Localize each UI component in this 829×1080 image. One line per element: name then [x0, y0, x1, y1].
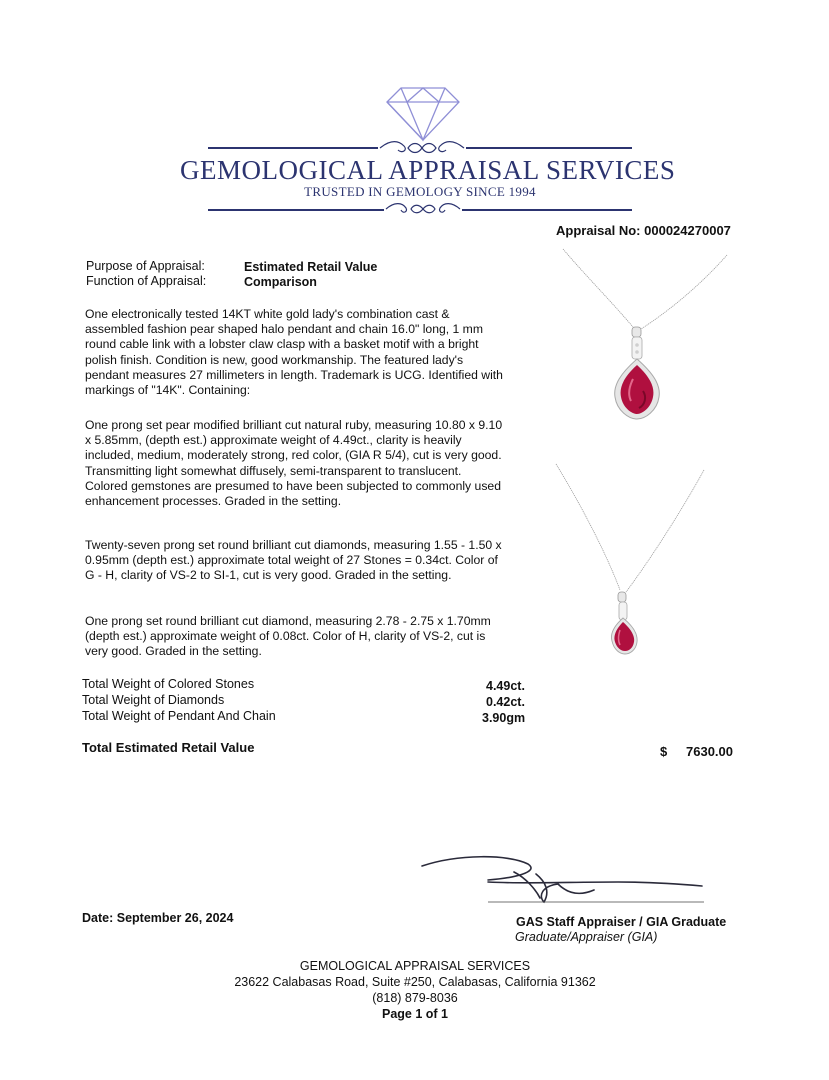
header-rule [208, 209, 384, 211]
appraiser-title: GAS Staff Appraiser / GIA Graduate [516, 915, 727, 929]
currency-symbol: $ [660, 744, 668, 759]
total-pendant-weight-value: 3.90gm [482, 711, 526, 725]
retail-value-label: Total Estimated Retail Value [82, 740, 255, 755]
function-label: Function of Appraisal: [86, 274, 207, 288]
total-colored-stones-label: Total Weight of Colored Stones [82, 677, 255, 691]
purpose-label: Purpose of Appraisal: [86, 259, 205, 273]
footer-address: 23622 Calabasas Road, Suite #250, Calabasas, California 91362 [234, 975, 596, 989]
header-rule [208, 147, 378, 149]
header-rule [466, 147, 632, 149]
header-rule [462, 209, 632, 211]
appraisal-date: Date: September 26, 2024 [82, 911, 234, 925]
footer-company: GEMOLOGICAL APPRAISAL SERVICES [299, 959, 531, 973]
company-name: GEMOLOGICAL APPRAISAL SERVICES [180, 155, 676, 185]
diamonds-paragraph: Twenty-seven prong set round brilliant cut diamonds, measuring 1.55 - 1.50 x 0.95mm (depth est.) approximate total weight of 27 Stones = 0.34ct. Color of G - H, clarity of VS-2 to SI-1, cut is very good. Graded in the setting. [85, 538, 502, 583]
total-pendant-weight-label: Total Weight of Pendant And Chain [82, 709, 276, 723]
appraisal-number-label: Appraisal No: [556, 223, 641, 238]
company-tagline: TRUSTED IN GEMOLOGY SINCE 1994 [304, 184, 536, 199]
retail-value-amount: 7630.00 [686, 744, 733, 759]
logo-diamond-icon [381, 84, 465, 142]
footer-phone: (818) 879-8036 [372, 991, 458, 1005]
total-diamonds-label: Total Weight of Diamonds [82, 693, 225, 707]
description-paragraph: One electronically tested 14KT white gold lady's combination cast & assembled fashion pear shaped halo pendant and chain 16.0" long, 1 mm round cable link with a lobster claw clasp with a basket motif with a bright polish finish. Condition is new, good workmanship. The featured lady's pendant measures 27 millimeters in length. Trademark is UCG. Identified with markings of "14K". Containing: [85, 307, 503, 398]
appraisal-number [556, 223, 731, 238]
flourish-ornament-icon [384, 199, 462, 219]
ruby-paragraph: One prong set pear modified brilliant cut natural ruby, measuring 10.80 x 9.10 x 5.85mm, (depth est.) approximate weight of 4.49ct., clarity is heavily included, medium, moderately strong, red color, (GIA R 5/4), cut is very good. Transmitting light somewhat diffusely, semi-transparent to translucent. Colored gemstones are presumed to have been subjected to commonly used enhancement processes. Graded in the setting. [85, 418, 503, 509]
center-diamond-paragraph: One prong set round brilliant cut diamond, measuring 2.78 - 2.75 x 1.70mm (depth est.) approximate weight of 0.08ct. Color of H, clarity of VS-2, cut is very good. Graded in the setting. [85, 614, 491, 659]
total-colored-stones-value: 4.49ct. [486, 679, 525, 693]
appraiser-signature [418, 852, 708, 906]
function-value: Comparison [244, 275, 317, 289]
total-diamonds-value: 0.42ct. [486, 695, 525, 709]
pendant-photo-side [550, 460, 720, 660]
appraisal-number-value: 000024270007 [644, 223, 731, 238]
purpose-value: Estimated Retail Value [244, 260, 378, 274]
pendant-photo-top [555, 245, 735, 425]
footer [150, 958, 680, 1022]
page-number: Page 1 of 1 [382, 1007, 448, 1021]
appraiser-credential: Graduate/Appraiser (GIA) [515, 930, 658, 944]
